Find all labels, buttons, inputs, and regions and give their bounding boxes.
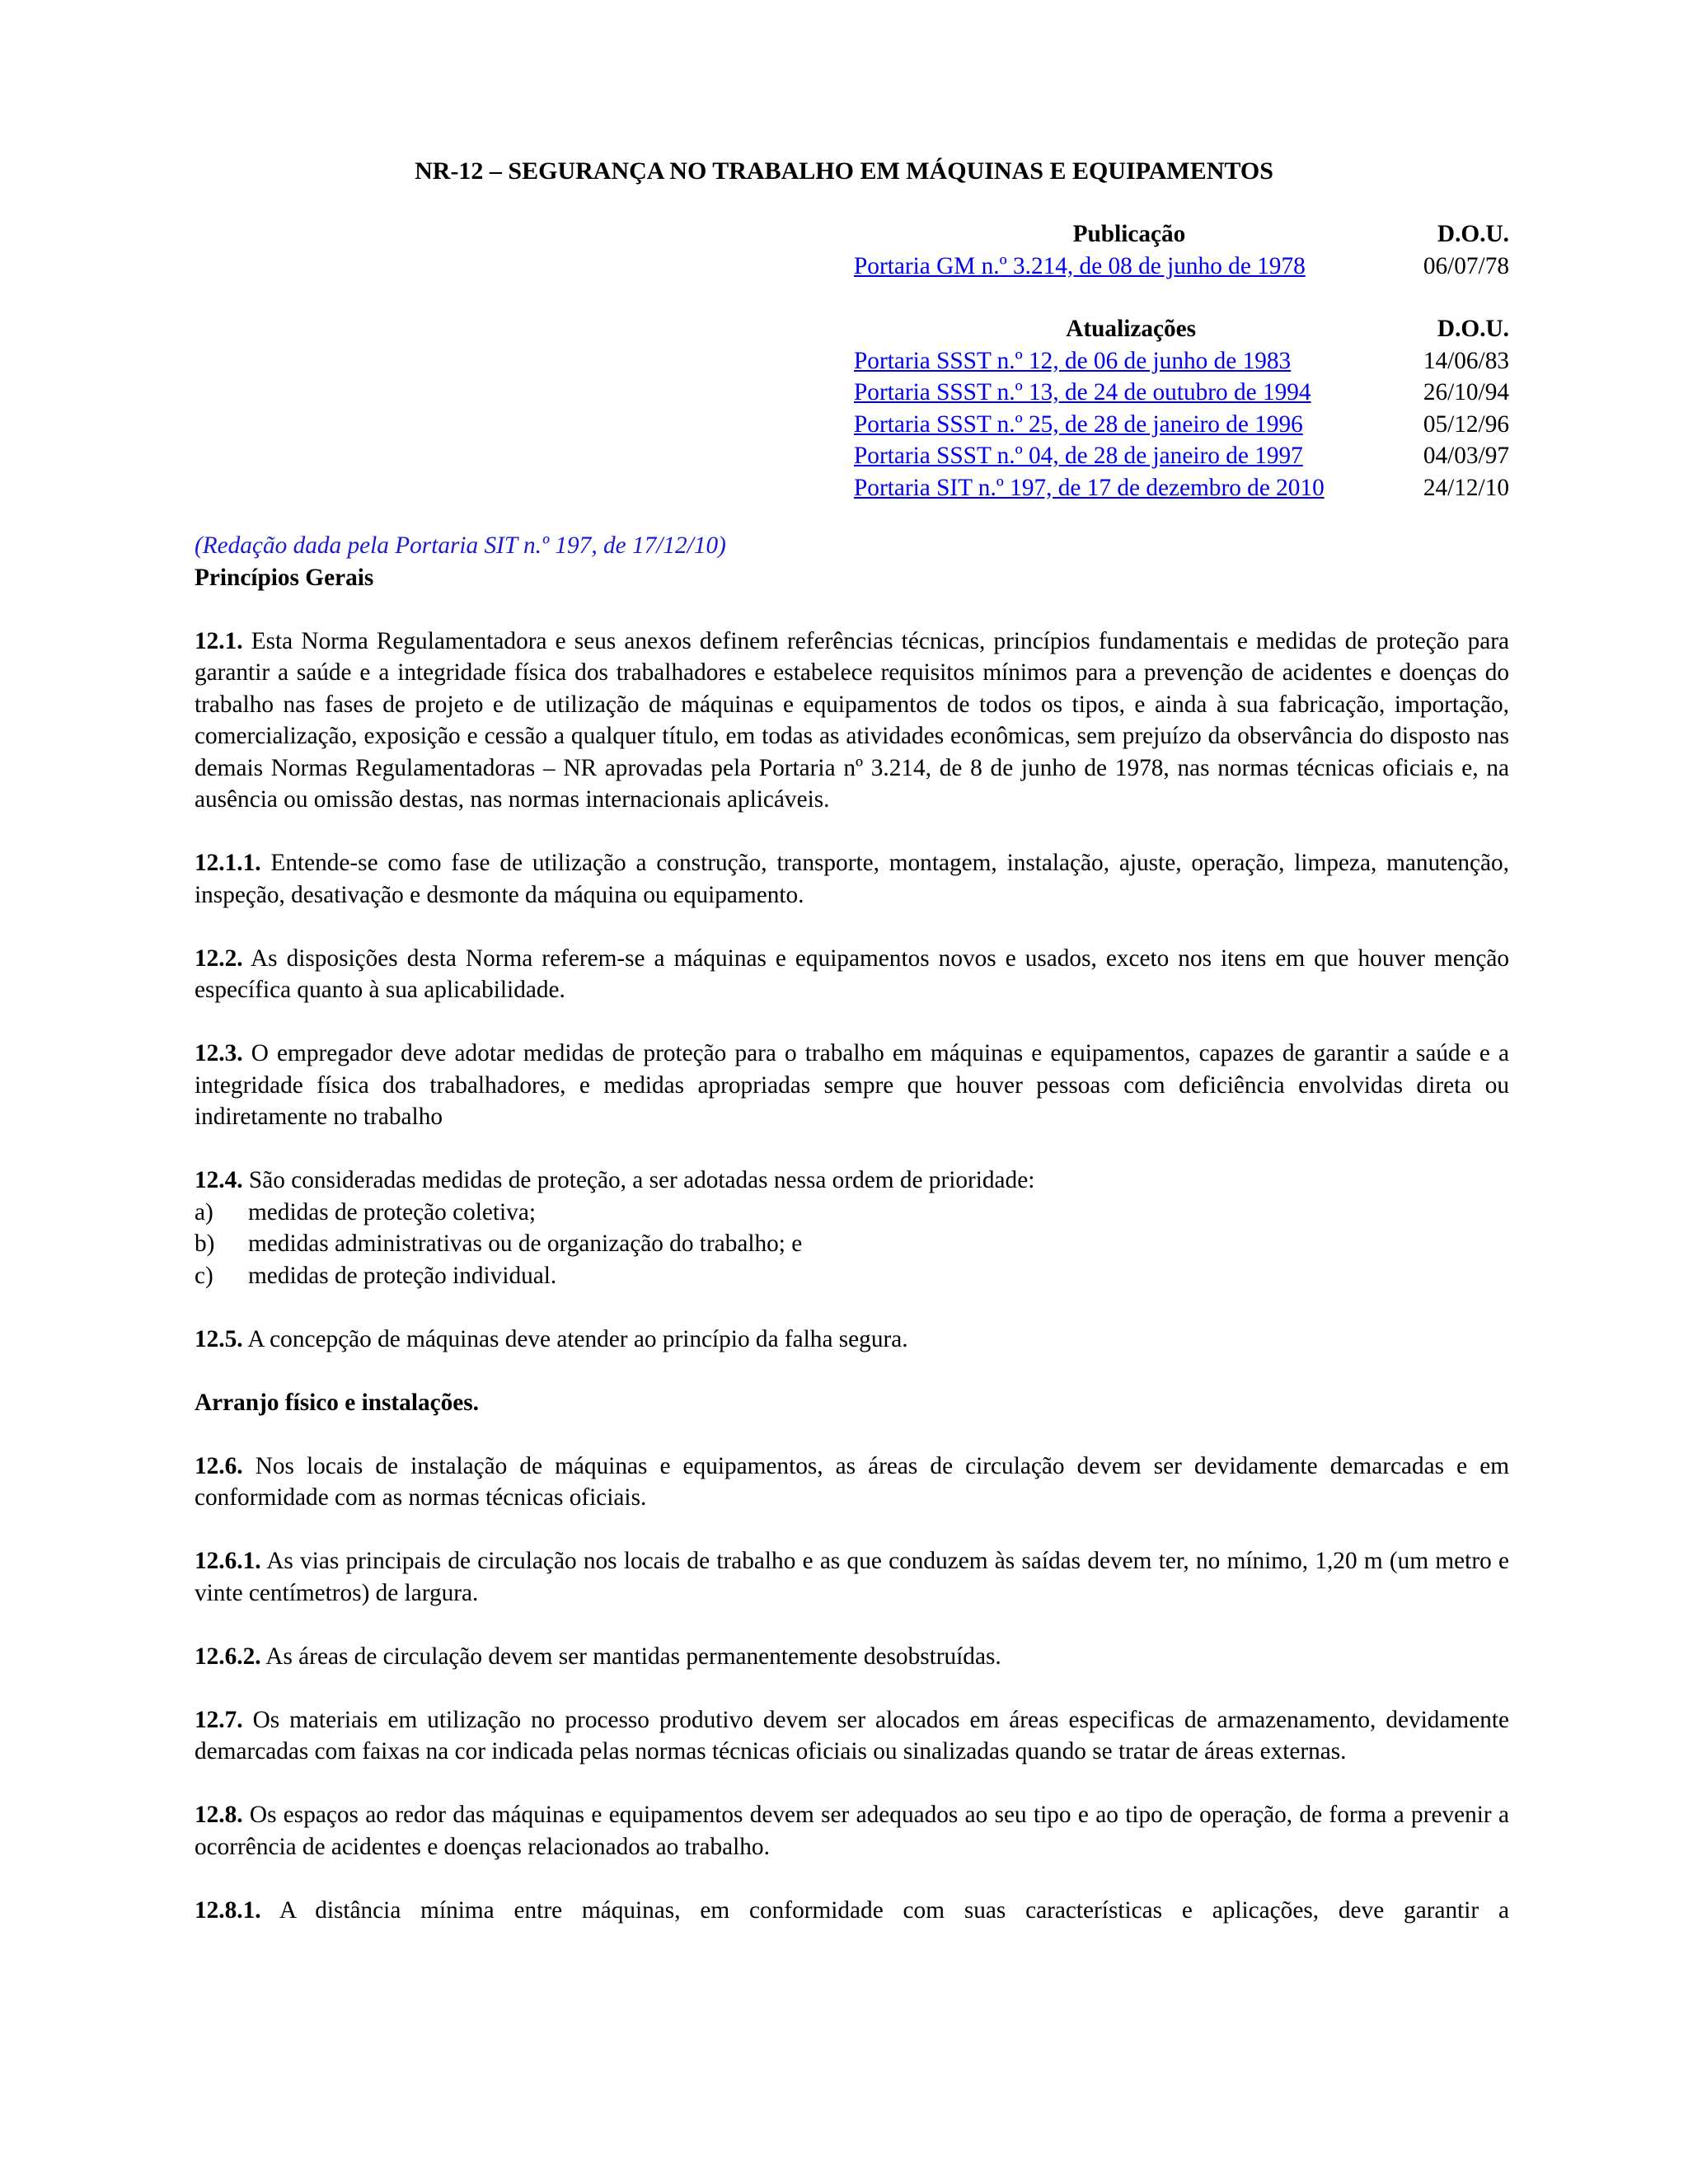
- item-number: 12.5.: [195, 1325, 243, 1352]
- item-number: 12.6.: [195, 1452, 243, 1479]
- section-heading: [195, 1387, 1509, 1419]
- item-text: Esta Norma Regulamentadora e seus anexos definem referências técnicas, princípios fundamentais e medidas de proteção para garantir a saúde e a integridade física dos trabalhadores e estabelece requisitos mínimos para a prevenção de acidentes e doenças do trabalho nas fases de projeto e de utilização de máquinas e equipamentos de todos os tipos, e ainda à sua fabricação, importação, comercialização, exposição e cessão a qualquer título, em todas as atividades econômicas, sem prejuízo da observância do disposto nas demais Normas Regulamentadoras – NR aprovadas pela Portaria nº 3.214, de 8 de junho de 1978, nas normas técnicas oficiais e, na ausência ou omissão destas, nas normas internacionais aplicáveis.: [195, 627, 1509, 813]
- update-dou-date: 05/12/96: [1423, 410, 1509, 438]
- item-text: Entende-se como fase de utilização a construção, transporte, montagem, instalação, ajuste, operação, limpeza, manutenção, inspeção, desativação e desmonte da máquina ou equipamento.: [195, 850, 1509, 908]
- page-title: NR-12 – SEGURANÇA NO TRABALHO EM MÁQUINAS E EQUIPAMENTOS: [415, 157, 1273, 185]
- item-12-8-1: [195, 1895, 1509, 1927]
- item-number: 12.6.2.: [195, 1643, 261, 1670]
- publication-dou-date: 06/07/78: [1423, 252, 1509, 279]
- item-text: O empregador deve adotar medidas de proteção para o trabalho em máquinas e equipamentos, capazes de garantir a saúde e a integridade física dos trabalhadores, e medidas apropriadas sempre que houver pessoas com deficiência envolvidas direta ou indiretamente no trabalho: [195, 1040, 1509, 1130]
- item-number: 12.7.: [195, 1706, 243, 1733]
- item-12-5: [195, 1324, 1509, 1356]
- item-number: 12.6.1.: [195, 1548, 261, 1574]
- redacao-note: (Redação dada pela Portaria SIT n.º 197, de 17/12/10): [195, 532, 726, 559]
- item-12-6: [195, 1451, 1509, 1514]
- update-link[interactable]: Portaria SSST n.º 13, de 24 de outubro de 1994: [854, 379, 1311, 405]
- list-marker: a): [195, 1198, 213, 1226]
- item-12-2: [195, 943, 1509, 1006]
- document-body: [195, 530, 1509, 1958]
- update-dou-date: 26/10/94: [1423, 379, 1509, 405]
- updates-dou-header: D.O.U.: [1437, 316, 1509, 342]
- item-number: 12.3.: [195, 1040, 243, 1066]
- publication-link[interactable]: Portaria GM n.º 3.214, de 08 de junho de 1978: [854, 252, 1306, 279]
- list-marker: b): [195, 1230, 215, 1257]
- item-text: Os materiais em utilização no processo produtivo devem ser alocados em áreas especificas de armazenamento, devidamente demarcadas com faixas na cor indicada pelas normas técnicas oficiais ou sinalizadas quando se tratar de áreas externas.: [195, 1706, 1509, 1765]
- item-text: A distância mínima entre máquinas, em conformidade com suas características e aplicações, deve garantir a: [279, 1896, 1509, 1924]
- update-dou-date: 14/06/83: [1423, 347, 1509, 374]
- protection-list: [195, 1197, 1509, 1292]
- item-text: As vias principais de circulação nos locais de trabalho e as que conduzem às saídas devem ter, no mínimo, 1,20 m (um metro e vinte centímetros) de largura.: [195, 1548, 1509, 1606]
- item-number: 12.8.: [195, 1802, 243, 1828]
- item-12-1: [195, 626, 1509, 816]
- section-heading-text: Princípios Gerais: [195, 564, 374, 591]
- list-item-text: medidas administrativas ou de organização do trabalho; e: [248, 1230, 803, 1257]
- update-dou-date: 04/03/97: [1423, 443, 1509, 469]
- item-12-3: [195, 1038, 1509, 1133]
- list-item: [195, 1197, 1509, 1229]
- item-12-8: [195, 1799, 1509, 1863]
- item-number: 12.2.: [195, 944, 243, 972]
- updates-table: [854, 313, 1509, 504]
- item-12-6-1: [195, 1545, 1509, 1609]
- item-number: 12.4.: [195, 1167, 243, 1193]
- list-item: [195, 1260, 1509, 1292]
- item-text: Nos locais de instalação de máquinas e equipamentos, as áreas de circulação devem ser devidamente demarcadas e em conformidade com as normas técnicas oficiais.: [195, 1452, 1509, 1511]
- update-link[interactable]: Portaria SSST n.º 25, de 28 de janeiro de 1996: [854, 410, 1303, 438]
- item-12-7: [195, 1704, 1509, 1768]
- list-marker: c): [195, 1262, 213, 1289]
- item-text: As áreas de circulação devem ser mantidas permanentemente desobstruídas.: [265, 1643, 1001, 1670]
- update-dou-date: 24/12/10: [1423, 474, 1509, 501]
- update-link[interactable]: Portaria SIT n.º 197, de 17 de dezembro de 2010: [854, 474, 1325, 501]
- section-heading: [195, 562, 1509, 594]
- item-text: A concepção de máquinas deve atender ao princípio da falha segura.: [247, 1325, 908, 1352]
- list-item: [195, 1228, 1509, 1260]
- publication-dou-header: D.O.U.: [1437, 221, 1509, 247]
- item-number: 12.1.1.: [195, 850, 261, 876]
- list-item-text: medidas de proteção individual.: [248, 1262, 557, 1289]
- item-12-1-1: [195, 847, 1509, 911]
- publication-header: Publicação: [1072, 221, 1186, 247]
- section-heading-text: Arranjo físico e instalações.: [195, 1389, 479, 1416]
- item-12-4: [195, 1165, 1509, 1197]
- updates-header: Atualizações: [1066, 316, 1197, 342]
- item-text: Os espaços ao redor das máquinas e equipamentos devem ser adequados ao seu tipo e ao tipo de operação, de forma a prevenir a ocorrência de acidentes e doenças relacionados ao trabalho.: [195, 1802, 1509, 1860]
- item-number: 12.8.1.: [195, 1896, 261, 1924]
- list-item-text: medidas de proteção coletiva;: [248, 1198, 536, 1226]
- item-number: 12.1.: [195, 627, 243, 654]
- update-link[interactable]: Portaria SSST n.º 04, de 28 de janeiro de 1997: [854, 443, 1303, 469]
- item-text: São consideradas medidas de proteção, a ser adotadas nessa ordem de prioridade:: [248, 1167, 1035, 1193]
- item-text: As disposições desta Norma referem-se a máquinas e equipamentos novos e usados, exceto nos itens em que houver menção específica quanto à sua aplicabilidade.: [195, 944, 1509, 1003]
- update-link[interactable]: Portaria SSST n.º 12, de 06 de junho de 1983: [854, 347, 1292, 374]
- item-12-6-2: [195, 1641, 1509, 1673]
- publication-table: [854, 218, 1509, 282]
